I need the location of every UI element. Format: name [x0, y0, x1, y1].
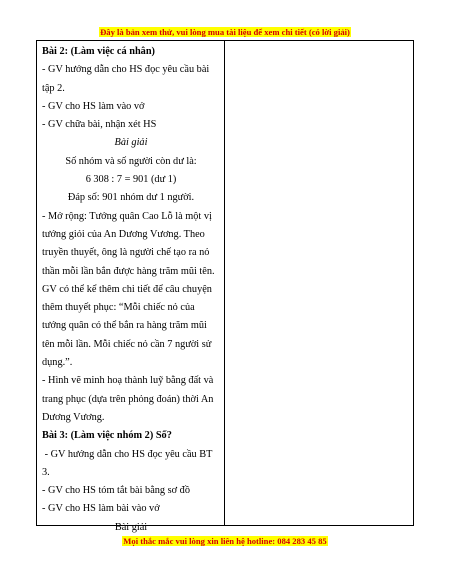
text-line: - GV chữa bài, nhận xét HS: [42, 119, 157, 131]
hotline-text: Mọi thắc mắc vui lòng xin liên hệ hotline: 084 283 45 85: [123, 536, 327, 546]
text-line: trang phục (dựa trên phỏng đoán) thời An: [42, 393, 214, 405]
text-line: tướng giỏi của An Dương Vương. Theo: [42, 228, 205, 240]
exercise-2-heading: Bài 2: (Làm việc cá nhân): [42, 46, 155, 57]
text-line: - GV hướng dẫn cho HS đọc yêu cầu bài: [42, 64, 210, 76]
text-line: thêm thuyết phục: “Mỗi chiếc nỏ của: [42, 302, 195, 314]
solution-heading: Bài giải: [114, 137, 148, 149]
text-line: - GV cho HS tóm tắt bài bằng sơ đồ: [42, 485, 190, 497]
solution-line: 6 308 : 7 = 901 (dư 1): [85, 174, 177, 186]
text-line: - Hình vẽ minh hoạ thành luỹ bằng đất và: [42, 375, 214, 387]
text-line: - GV cho HS làm bài vào vở: [42, 503, 160, 515]
hotline-banner: [0, 536, 450, 546]
text-line: - GV cho HS làm vào vở: [42, 100, 145, 112]
text-line: 3.: [42, 466, 50, 478]
preview-notice-banner: [0, 27, 450, 37]
text-line: thần mỗi lần bắn được hàng trăm mũi tên.: [42, 265, 215, 277]
text-line: dụng.”.: [42, 357, 73, 369]
solution-line: Số nhóm và số người còn dư là:: [65, 155, 197, 167]
text-line: - GV hướng dẫn cho HS đọc yêu cầu BT: [42, 448, 213, 460]
text-line: GV có thể kể thêm chi tiết để câu chuyện: [42, 283, 212, 295]
text-line: - Mở rộng: Tướng quân Cao Lỗ là một vị: [42, 210, 212, 222]
text-line: Dương Vương.: [42, 411, 105, 423]
exercise-3-heading: Bài 3: (Làm việc nhóm 2) Số?: [42, 430, 172, 442]
page-cut-line: [36, 525, 414, 526]
text-line: tập 2.: [42, 82, 65, 94]
text-line: truyền thuyết, ông là người chế tạo ra nỏ: [42, 247, 210, 259]
column-divider: [224, 41, 225, 525]
teacher-activities-cell: [37, 41, 224, 537]
solution-heading: Bài giải: [114, 521, 148, 533]
text-line: tướng quân có thể bắn ra hàng trăm mũi: [42, 320, 207, 332]
lesson-table: [36, 40, 414, 533]
preview-notice-text: Đây là bản xem thử, vui lòng mua tài liệu để xem chi tiết (có lời giải): [100, 27, 350, 37]
answer-line: Đáp số: 901 nhóm dư 1 người.: [67, 192, 195, 204]
text-line: tên mỗi lần. Mỗi chiếc nỏ cần 7 người sử: [42, 338, 212, 350]
